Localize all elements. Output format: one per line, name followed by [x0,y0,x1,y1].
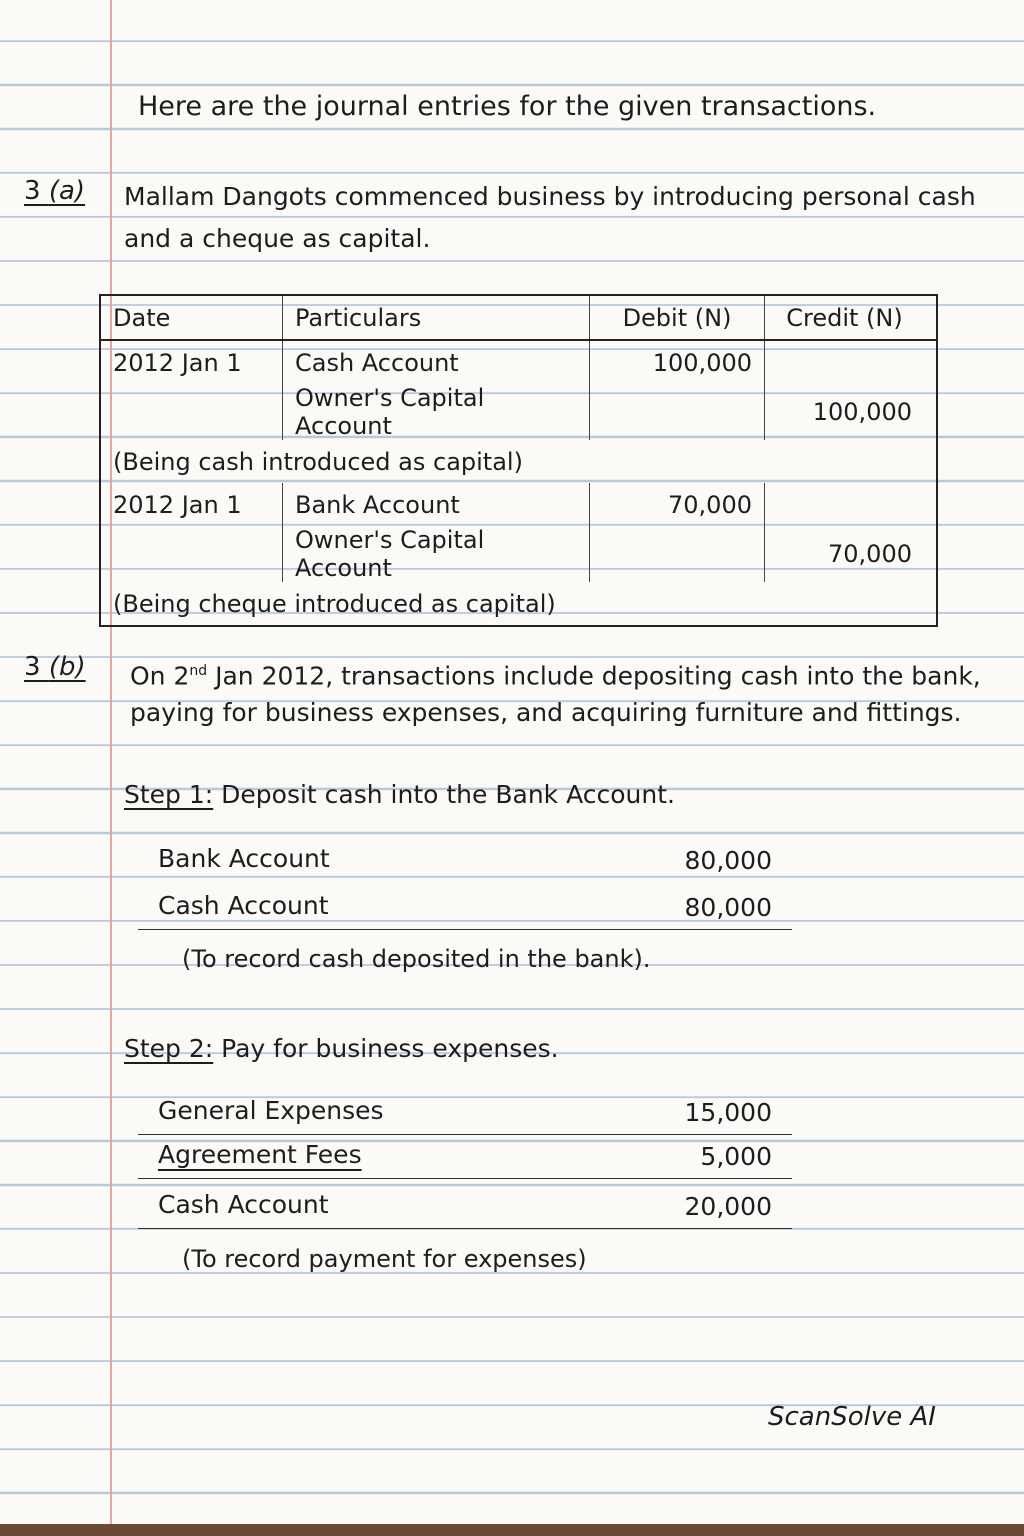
question-3b-text-line1 [130,656,981,691]
table-row [100,483,937,526]
header-date: Date [100,295,283,340]
table-row [100,440,937,483]
debit-amount-empty [590,526,765,582]
intro-text: Here are the journal entries for the given transactions. [138,91,877,122]
credit-account: Owner's Capital Account [283,384,590,440]
header-debit: Debit (N) [590,295,765,340]
question-3b-number [24,652,86,682]
question-3a-num: 3 [24,176,41,206]
step-1-line [138,838,792,882]
step-1-text: Deposit cash into the Bank Account. [213,780,675,809]
entry-amount: 20,000 [684,1192,772,1221]
entry-amount: 80,000 [684,893,772,922]
debit-amount: 70,000 [590,483,765,526]
step-2-text: Pay for business expenses. [213,1034,559,1063]
question-3b-num: 3 [24,652,41,682]
desk-edge [0,1524,1024,1536]
debit-account: Cash Account [283,340,590,384]
entry-account: Agreement Fees [158,1140,362,1169]
question-3b-part: (b) [48,652,86,682]
header-particulars: Particulars [283,295,590,340]
step-1-label: Step 1: [124,780,214,809]
entry-date-empty [100,384,283,440]
header-credit: Credit (N) [765,295,938,340]
entry-date: 2012 Jan 1 [100,483,283,526]
debit-amount-empty [590,384,765,440]
journal-header-row [100,295,937,340]
entry-amount: 15,000 [684,1098,772,1127]
table-row [100,384,937,440]
entry-account: Cash Account [158,1190,329,1219]
entry-amount: 80,000 [684,846,772,875]
step-2-note: (To record payment for expenses) [182,1245,587,1273]
credit-amount: 100,000 [812,398,912,426]
entry-account: Cash Account [158,891,329,920]
entry-amount: 5,000 [700,1142,772,1171]
table-row [100,340,937,384]
step-1-title [124,780,675,810]
table-row [100,526,937,582]
entry-date-empty [100,526,283,582]
debit-account: Bank Account [283,483,590,526]
step-1-note: (To record cash deposited in the bank). [182,945,651,973]
step-2-line [138,1134,792,1179]
step-2-title [124,1034,559,1064]
step-2-line [138,1184,792,1229]
credit-account: Owner's Capital Account [283,526,590,582]
step-2-line [138,1090,792,1135]
journal-table [99,294,938,627]
narration: (Being cheque introduced as capital) [113,589,556,618]
credit-amount-empty [765,483,938,526]
question-3b-text-post: Jan 2012, transactions include depositing cash into the bank, [207,661,981,691]
step-1-line [138,885,792,930]
entry-date: 2012 Jan 1 [100,340,283,384]
question-3a-part: (a) [48,176,86,206]
question-3b-text-sup: nd [189,663,208,679]
notebook-margin-line [110,0,112,1536]
narration: (Being cash introduced as capital) [113,447,523,476]
brand-signature: ScanSolve AI [768,1402,936,1432]
question-3a-number [24,176,85,206]
debit-amount: 100,000 [590,340,765,384]
question-3b-text-pre: On 2 [130,661,190,691]
entry-account: General Expenses [158,1096,384,1125]
table-row [100,582,937,626]
credit-amount: 70,000 [828,540,912,568]
entry-account: Bank Account [158,844,330,873]
credit-amount-empty [765,340,938,384]
question-3a-text-line1: Mallam Dangots commenced business by introducing personal cash [124,182,976,211]
question-3a-text-line2: and a cheque as capital. [124,224,431,253]
question-3b-text-line2: paying for business expenses, and acquiring furniture and fittings. [130,698,962,727]
step-2-label: Step 2: [124,1034,214,1063]
